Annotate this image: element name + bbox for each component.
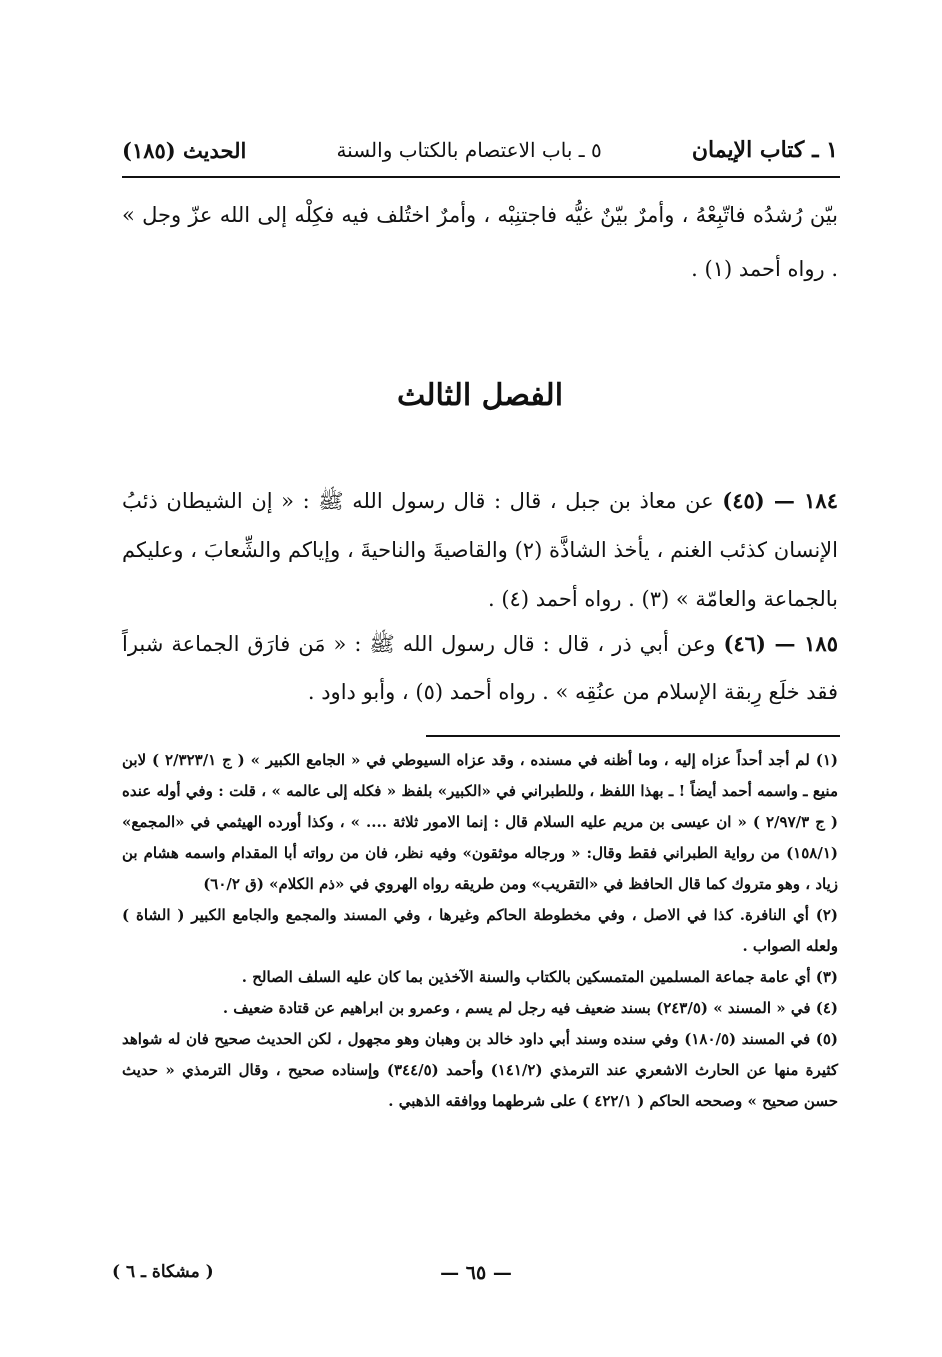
footnote-2: (٢) أي النافرة. كذا في الاصل ، وفي مخطوطة الحاكم وغيرها ، وفي المسند والمجمع والجامع الكبير ( الشاة ) ولعله الصواب . <box>122 906 838 955</box>
hadith-185 <box>122 620 838 716</box>
hadith-184 <box>122 476 838 624</box>
section-title: الفصل الثالث <box>396 378 564 413</box>
header-rule <box>122 176 840 178</box>
footnote-1: (١) لم أجد أحداً عزاه إليه ، وما أظنه في مسنده ، وقد عزاه السيوطي في « الجامع الكبير » ( ج ٢/٣٢٣/١ ) لابن منيع ـ واسمه أحمد أيضاً ! ـ بهذا اللفظ ، وللطبراني في «الكبير» بلفظ « فكله إلى عالمه » ، قلت : وفي أوله عنده ( ج ٢/٩٧/٣ ) « ان عيسى بن مريم عليه السلام قال : إنما الامور ثلاثة .... » ، وكذا أورده الهيثمي في «المجمع» (١٥٨/١) من رواية الطبراني فقط وقال: « ورجاله موثقون» وفيه نظر، فان من رواته أبا المقدام واسمه هشام بن زياد ، وهو متروك كما قال الحافظ في «التقريب» ومن طريقه رواه الهروي في «ذم الكلام» (ق ٦٠/٢) <box>122 751 838 893</box>
footnote-5: (٥) في المسند (١٨٠/٥) وفي سنده وسند أبي داود خالد بن وهبان وهو مجهول ، لكن الحديث صحيح فان له شواهد كثيرة منها عن الحارث الاشعري عند الترمذي (١٤١/٢) وأحمد (٣٤٤/٥) وإسناده صحيح ، وقال الترمذي « حديث حسن صحيح » وصححه الحاكم ( ٤٢٢/١ ) على شرطهما ووافقه الذهبي . <box>122 1030 839 1110</box>
running-header <box>122 130 838 170</box>
footnote-rule <box>426 735 840 737</box>
page-footer <box>112 1262 840 1296</box>
page-number: — ٦٥ — <box>440 1262 512 1284</box>
hadith-number: ١٨٥ — (٤٦) <box>723 631 838 656</box>
hadith-text: وعن أبي ذر ، قال : قال رسول الله ﷺ : « مَن فارَق الجماعة شبراً فقد خلَع رِبقة الإسلام من عنُقِه » . رواه أحمد (٥) ، وأبو داود . <box>122 632 838 704</box>
header-book-title: ١ ـ كتاب الإيمان <box>691 137 838 163</box>
footnote-4: (٤) في « المسند » (٢٤٣/٥) بسند ضعيف فيه رجل لم يسم ، وعمرو بن ابراهيم عن قتادة ضعيف . <box>222 999 838 1017</box>
hadith-text: عن معاذ بن جبل ، قال : قال رسول الله ﷺ : « إن الشيطان ذئبُ الإنسان كذئب الغنم ، يأخذ الشاذَّة (٢) والقاصيةَ والناحيةَ ، وإياكم والشِّعابَ ، وعليكم بالجماعة والعامّة » (٣) . رواه أحمد (٤) . <box>122 489 838 611</box>
header-chapter-title: ٥ ـ باب الاعتصام بالكتاب والسنة <box>336 138 602 162</box>
signature-mark: ( مشكاة ـ ٦ ) <box>112 1262 214 1282</box>
continuation-paragraph: بيّن رُشدُه فاتّبِعْهُ ، وأمرٌ بيّنٌ غيُّه فاجتنِبْه ، وأمرٌ اختُلف فيه فكِلْه إلى الله عزّ وجل » . رواه أحمد (١) . <box>122 203 838 281</box>
footnotes <box>122 745 838 1117</box>
hadith-number: ١٨٤ — (٤٥) <box>722 488 838 513</box>
footnote-3: (٣) أي عامة جماعة المسلمين المتمسكين بالكتاب والسنة الآخذين بما كان عليه السلف الصالح . <box>241 968 838 986</box>
header-hadith-number: الحديث (١٨٥) <box>122 137 247 163</box>
